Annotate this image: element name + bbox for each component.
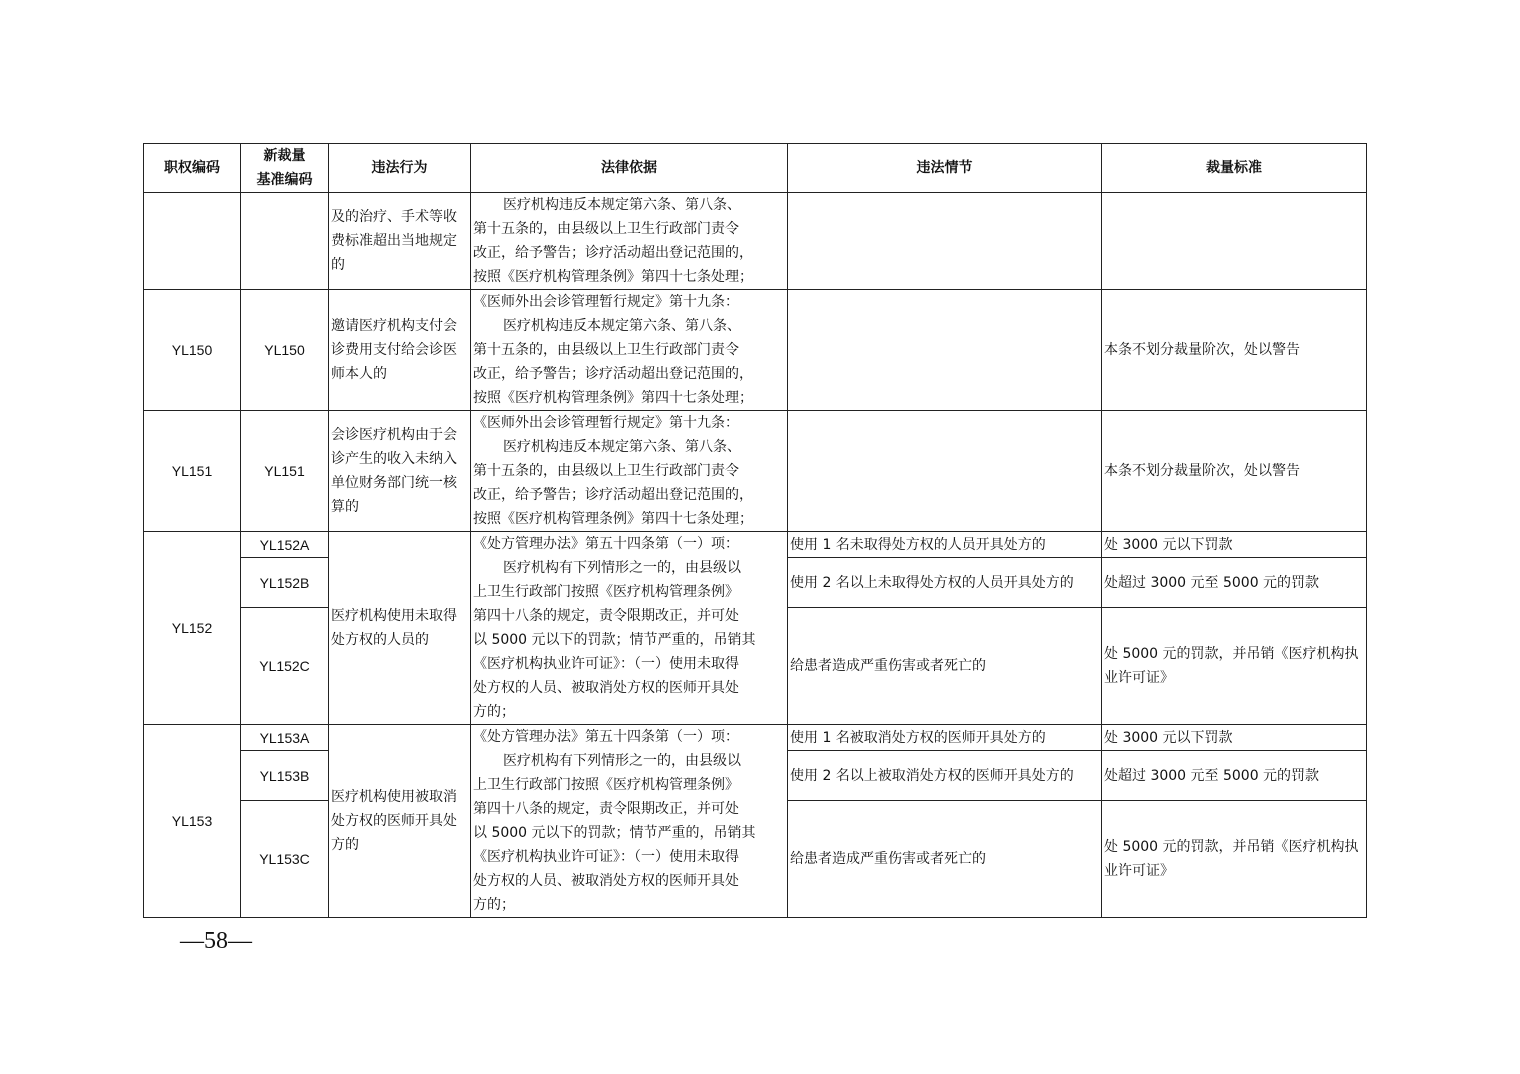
basis-line: 《医师外出会诊管理暂行规定》第十九条： [473, 415, 739, 431]
basis-line: 方的； [473, 704, 515, 720]
standard-cell: 处 5000 元的罚款，并吊销《医疗机构执业许可证》 [1102, 801, 1367, 918]
new-code-cell: YL152A [241, 532, 329, 558]
basis-line: 按照《医疗机构管理条例》第四十七条处理； [473, 390, 753, 406]
code-cell: YL150 [144, 290, 241, 411]
code-cell: YL151 [144, 411, 241, 532]
header-standard: 裁量标准 [1102, 144, 1367, 193]
standard-cell: 处 5000 元的罚款，并吊销《医疗机构执业许可证》 [1102, 608, 1367, 725]
table-row [144, 725, 1367, 751]
basis-line: 第四十八条的规定，责令限期改正，并可处 [473, 801, 739, 817]
basis-line: 第十五条的，由县级以上卫生行政部门责令 [473, 342, 739, 358]
act-cell: 会诊医疗机构由于会诊产生的收入未纳入单位财务部门统一核算的 [329, 411, 471, 532]
standard-cell: 处 3000 元以下罚款 [1102, 532, 1367, 558]
basis-line: 医疗机构违反本规定第六条、第八条、 [503, 197, 741, 213]
basis-line: 第十五条的，由县级以上卫生行政部门责令 [473, 221, 739, 237]
circumstance-cell: 使用 2 名以上未取得处方权的人员开具处方的 [788, 558, 1102, 608]
new-code-cell: YL153C [241, 801, 329, 918]
header-new-code [241, 144, 329, 193]
basis-cell [471, 290, 788, 411]
basis-line: 以 5000 元以下的罚款；情节严重的，吊销其 [473, 632, 756, 648]
basis-line: 改正，给予警告；诊疗活动超出登记范围的， [473, 487, 753, 503]
table-row [144, 532, 1367, 558]
circumstance-cell [788, 290, 1102, 411]
act-cell: 医疗机构使用被取消处方权的医师开具处方的 [329, 725, 471, 918]
circumstance-cell: 使用 1 名未取得处方权的人员开具处方的 [788, 532, 1102, 558]
basis-line: 改正，给予警告；诊疗活动超出登记范围的， [473, 245, 753, 261]
new-code-cell [241, 193, 329, 290]
table-row [144, 290, 1367, 411]
code-cell: YL153 [144, 725, 241, 918]
new-code-cell: YL152C [241, 608, 329, 725]
basis-line: 医疗机构违反本规定第六条、第八条、 [503, 318, 741, 334]
act-cell: 医疗机构使用未取得处方权的人员的 [329, 532, 471, 725]
act-cell: 及的治疗、手术等收费标准超出当地规定的 [329, 193, 471, 290]
act-cell: 邀请医疗机构支付会诊费用支付给会诊医师本人的 [329, 290, 471, 411]
new-code-cell: YL152B [241, 558, 329, 608]
header-new-code-text: 新裁量 基准编码 [256, 148, 313, 188]
basis-line: 处方权的人员、被取消处方权的医师开具处 [473, 873, 739, 889]
header-basis: 法律依据 [471, 144, 788, 193]
table-row [144, 193, 1367, 290]
circumstance-cell: 使用 2 名以上被取消处方权的医师开具处方的 [788, 751, 1102, 801]
code-cell [144, 193, 241, 290]
standard-cell: 本条不划分裁量阶次，处以警告 [1102, 411, 1367, 532]
code-cell: YL152 [144, 532, 241, 725]
circumstance-cell: 给患者造成严重伤害或者死亡的 [788, 801, 1102, 918]
circumstance-cell [788, 411, 1102, 532]
basis-line: 按照《医疗机构管理条例》第四十七条处理； [473, 269, 753, 285]
basis-line: 《医疗机构执业许可证》：（一）使用未取得 [473, 849, 739, 865]
basis-line: 第四十八条的规定，责令限期改正，并可处 [473, 608, 739, 624]
standard-cell: 处超过 3000 元至 5000 元的罚款 [1102, 558, 1367, 608]
basis-line: 医疗机构违反本规定第六条、第八条、 [503, 439, 741, 455]
circumstance-cell: 给患者造成严重伤害或者死亡的 [788, 608, 1102, 725]
basis-line: 《医师外出会诊管理暂行规定》第十九条： [473, 294, 739, 310]
basis-line: 《医疗机构执业许可证》：（一）使用未取得 [473, 656, 739, 672]
basis-line: 第十五条的，由县级以上卫生行政部门责令 [473, 463, 739, 479]
new-code-cell: YL153B [241, 751, 329, 801]
new-code-cell: YL151 [241, 411, 329, 532]
standard-cell: 处 3000 元以下罚款 [1102, 725, 1367, 751]
basis-cell [471, 193, 788, 290]
standard-cell: 处超过 3000 元至 5000 元的罚款 [1102, 751, 1367, 801]
basis-line: 以 5000 元以下的罚款；情节严重的，吊销其 [473, 825, 756, 841]
basis-cell [471, 725, 788, 918]
new-code-cell: YL153A [241, 725, 329, 751]
basis-line: 上卫生行政部门按照《医疗机构管理条例》 [473, 777, 739, 793]
penalty-table [143, 143, 1367, 918]
basis-cell [471, 411, 788, 532]
standard-cell: 本条不划分裁量阶次，处以警告 [1102, 290, 1367, 411]
basis-line: 处方权的人员、被取消处方权的医师开具处 [473, 680, 739, 696]
basis-cell [471, 532, 788, 725]
circumstance-cell: 使用 1 名被取消处方权的医师开具处方的 [788, 725, 1102, 751]
basis-line: 医疗机构有下列情形之一的，由县级以 [503, 560, 741, 576]
basis-line: 方的； [473, 897, 515, 913]
header-act: 违法行为 [329, 144, 471, 193]
header-circumstance: 违法情节 [788, 144, 1102, 193]
header-code: 职权编码 [144, 144, 241, 193]
new-code-cell: YL150 [241, 290, 329, 411]
page-number: —58— [180, 928, 252, 954]
basis-line: 上卫生行政部门按照《医疗机构管理条例》 [473, 584, 739, 600]
header-row [144, 144, 1367, 193]
basis-line: 按照《医疗机构管理条例》第四十七条处理； [473, 511, 753, 527]
circumstance-cell [788, 193, 1102, 290]
table-row [144, 411, 1367, 532]
basis-line: 《处方管理办法》第五十四条第（一）项： [473, 536, 739, 552]
basis-line: 医疗机构有下列情形之一的，由县级以 [503, 753, 741, 769]
standard-cell [1102, 193, 1367, 290]
basis-line: 《处方管理办法》第五十四条第（一）项： [473, 729, 739, 745]
basis-line: 改正，给予警告；诊疗活动超出登记范围的， [473, 366, 753, 382]
